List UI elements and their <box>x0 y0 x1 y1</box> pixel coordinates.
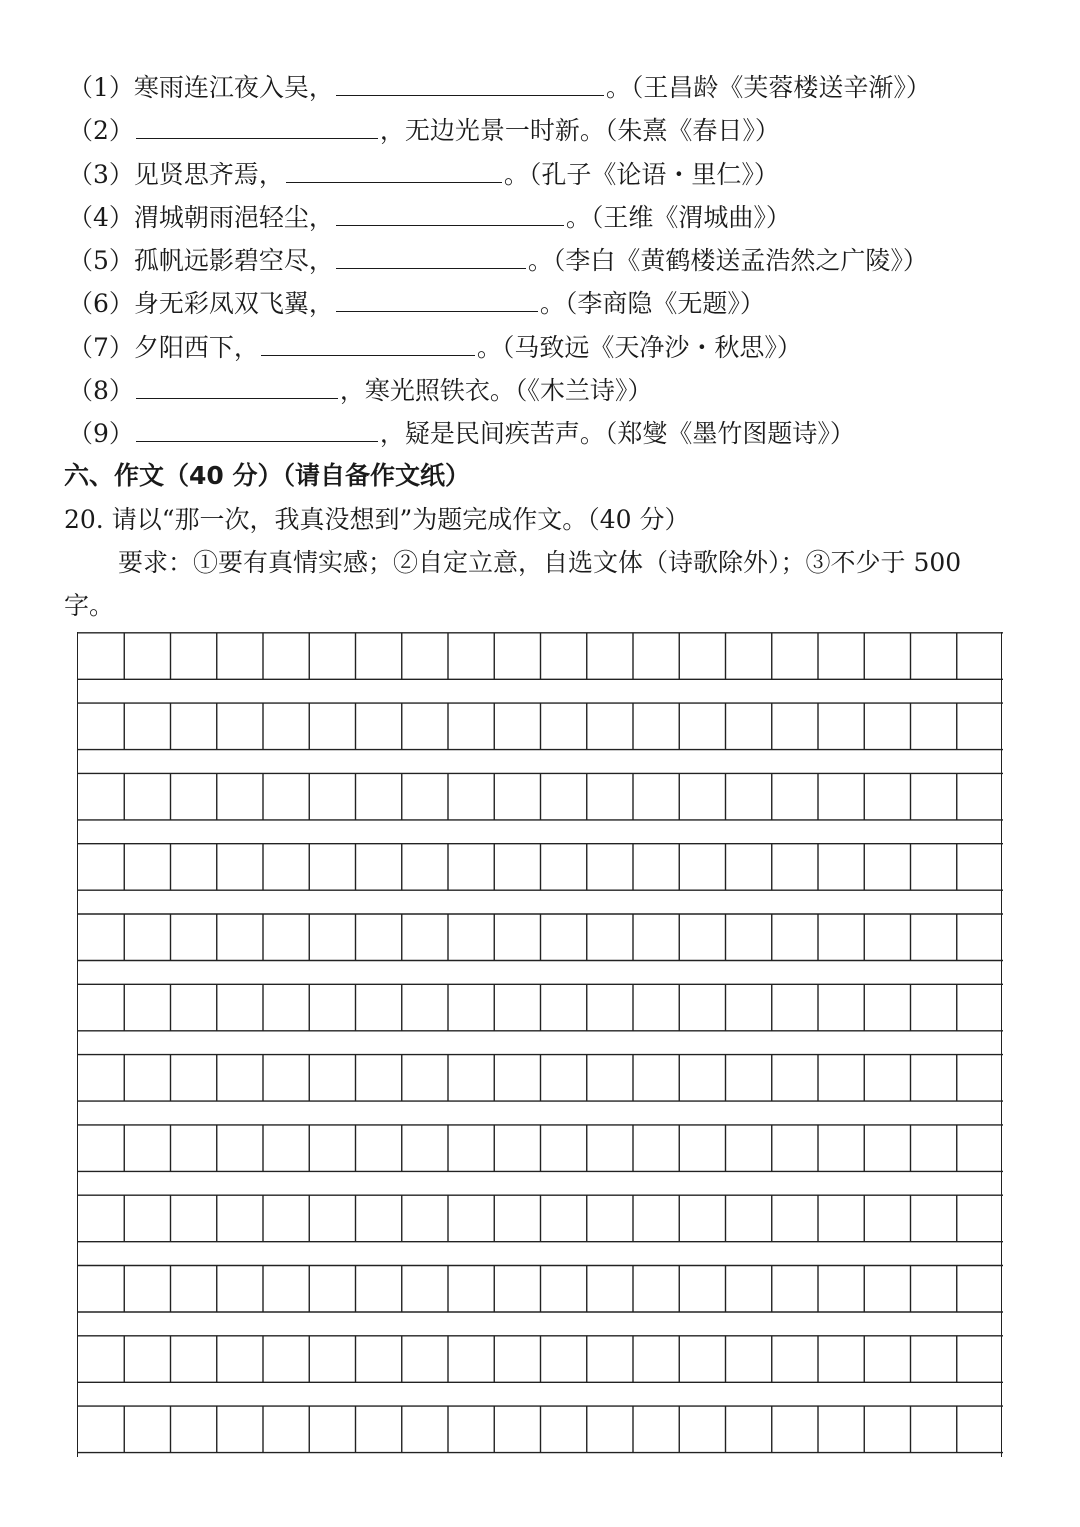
item-text-before: 夕阳西下， <box>133 333 259 362</box>
item-text-after: ，疑是民间疾苦声。（郑燮《墨竹图题诗》） <box>379 419 855 448</box>
answer-blank-8[interactable] <box>136 372 338 399</box>
item-number: （8） <box>68 376 134 405</box>
answer-blank-9[interactable] <box>136 415 378 442</box>
fill-item-4 <box>68 199 791 235</box>
item-number: （9） <box>68 419 134 448</box>
item-number: （2） <box>68 116 134 145</box>
composition-grid[interactable] <box>77 632 1002 1457</box>
answer-blank-5[interactable] <box>336 242 526 269</box>
item-text-before: 身无彩凤双飞翼， <box>133 289 334 318</box>
fill-item-1 <box>68 69 931 105</box>
item-text-after: 。（孔子《论语・里仁》） <box>503 160 779 189</box>
item-number: （3） <box>68 160 134 189</box>
fill-item-8 <box>68 372 652 408</box>
answer-blank-1[interactable] <box>336 69 604 96</box>
fill-item-6 <box>68 285 765 321</box>
grid-lines <box>78 632 1003 1457</box>
essay-requirements: 要求：①要有真情实感；②自定立意，自选文体（诗歌除外）；③不少于 500 <box>118 548 962 577</box>
item-text-before: 孤帆远影碧空尽， <box>133 246 334 275</box>
answer-blank-7[interactable] <box>261 329 475 356</box>
answer-blank-2[interactable] <box>136 112 378 139</box>
item-text-before: 渭城朝雨浥轻尘， <box>133 203 334 232</box>
item-number: （7） <box>68 333 134 362</box>
item-number: （1） <box>68 73 134 102</box>
item-text-after: 。（李商隐《无题》） <box>539 289 765 318</box>
item-text-after: 。（王昌龄《芙蓉楼送辛渐》） <box>605 73 931 102</box>
item-number: （4） <box>68 203 134 232</box>
item-text-after: 。（李白《黄鹤楼送孟浩然之广陵》） <box>527 246 928 275</box>
essay-requirements-continued: 字。 <box>64 591 115 620</box>
item-text-before: 寒雨连江夜入吴， <box>133 73 334 102</box>
item-text-after: ，无边光景一时新。（朱熹《春日》） <box>379 116 780 145</box>
answer-blank-6[interactable] <box>336 285 538 312</box>
item-number: （5） <box>68 246 134 275</box>
fill-item-2 <box>68 112 780 148</box>
fill-item-7 <box>68 329 802 365</box>
fill-item-5 <box>68 242 928 278</box>
item-text-after: ，寒光照铁衣。（《木兰诗》） <box>339 376 653 405</box>
section-title: 六、作文（40 分）（请自备作文纸） <box>64 461 470 490</box>
fill-item-9 <box>68 415 855 451</box>
essay-prompt: 20. 请以“那一次，我真没想到”为题完成作文。（40 分） <box>64 505 690 534</box>
item-text-after: 。（王维《渭城曲》） <box>565 203 791 232</box>
answer-blank-3[interactable] <box>286 156 502 183</box>
item-text-before: 见贤思齐焉， <box>133 160 284 189</box>
answer-blank-4[interactable] <box>336 199 564 226</box>
item-number: （6） <box>68 289 134 318</box>
fill-item-3 <box>68 156 779 192</box>
item-text-after: 。（马致远《天净沙・秋思》） <box>476 333 802 362</box>
